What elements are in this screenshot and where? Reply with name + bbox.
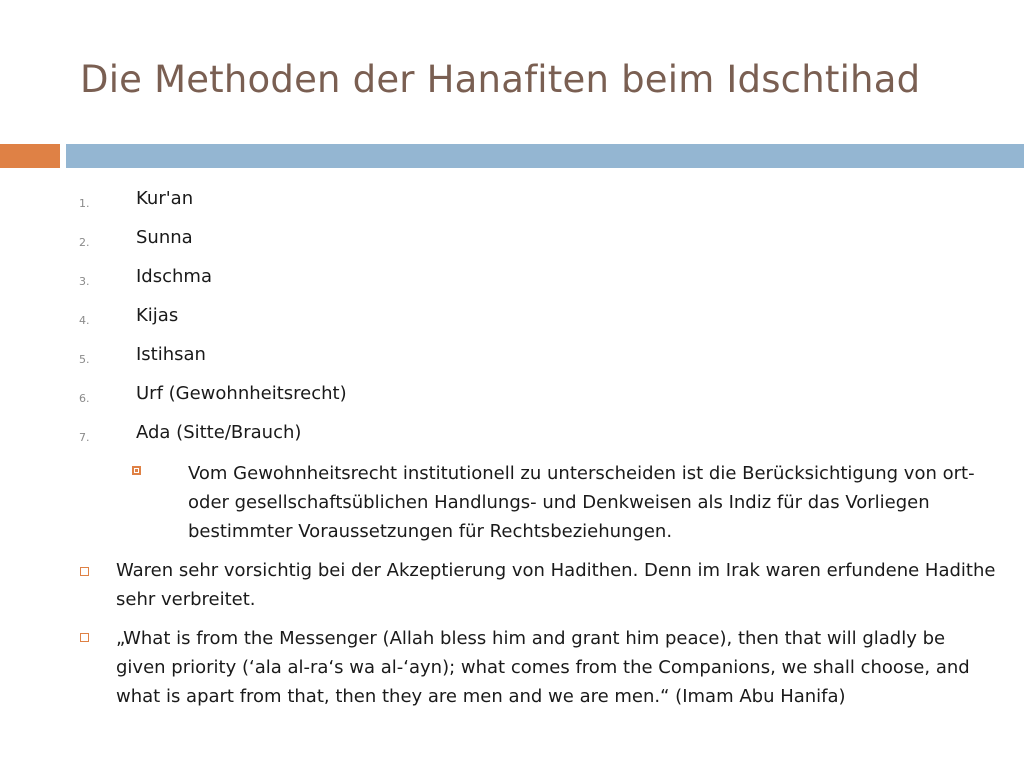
bullet-square-icon (80, 633, 89, 642)
list-number: 3. (79, 275, 90, 288)
list-number: 7. (79, 431, 90, 444)
list-number: 4. (79, 314, 90, 327)
slide-title: Die Methoden der Hanafiten beim Idschtihad (80, 58, 921, 101)
list-item (0, 420, 1024, 459)
list-item-text: Kijas (136, 305, 179, 326)
list-item (0, 381, 1024, 420)
list-item-text: Istihsan (136, 344, 206, 365)
sub-bullet-text: Vom Gewohnheitsrecht institutionell zu unterscheiden ist die Berücksichtigung von ort- oder gesellschaftsüblichen Handlungs- und Denkweisen als Indiz für das Vorliegen bestimmter Voraussetzungen für Rechtsbeziehungen. (188, 463, 975, 542)
list-item (0, 225, 1024, 264)
list-item (0, 303, 1024, 342)
list-item-text: Idschma (136, 266, 212, 287)
list-number: 2. (79, 236, 90, 249)
accent-bar-blue (66, 144, 1024, 168)
list-item (0, 342, 1024, 381)
sub-bullet-square-icon (132, 466, 141, 475)
bullet-text: „What is from the Messenger (Allah bless him and grant him peace), then that will gladly be given priority (‘ala al-ra‘s wa al-‘ayn); what comes from the Companions, we shall choose, and what is apart from that, then they are men and we are men.“ (Imam Abu Hanifa) (116, 628, 970, 707)
list-item-text: Kur'an (136, 188, 194, 209)
list-item (0, 264, 1024, 303)
list-item (0, 186, 1024, 225)
list-item-text: Urf (Gewohnheitsrecht) (136, 383, 347, 404)
list-number: 1. (79, 197, 90, 210)
bullet-text: Waren sehr vorsichtig bei der Akzeptierung von Hadithen. Denn im Irak waren erfundene Hadithe sehr verbreitet. (116, 560, 996, 610)
bullet-square-icon (80, 567, 89, 576)
list-number: 5. (79, 353, 90, 366)
list-number: 6. (79, 392, 90, 405)
accent-bar-orange (0, 144, 60, 168)
numbered-list (0, 186, 1024, 459)
list-item-text: Sunna (136, 227, 193, 248)
list-item-text: Ada (Sitte/Brauch) (136, 422, 302, 443)
